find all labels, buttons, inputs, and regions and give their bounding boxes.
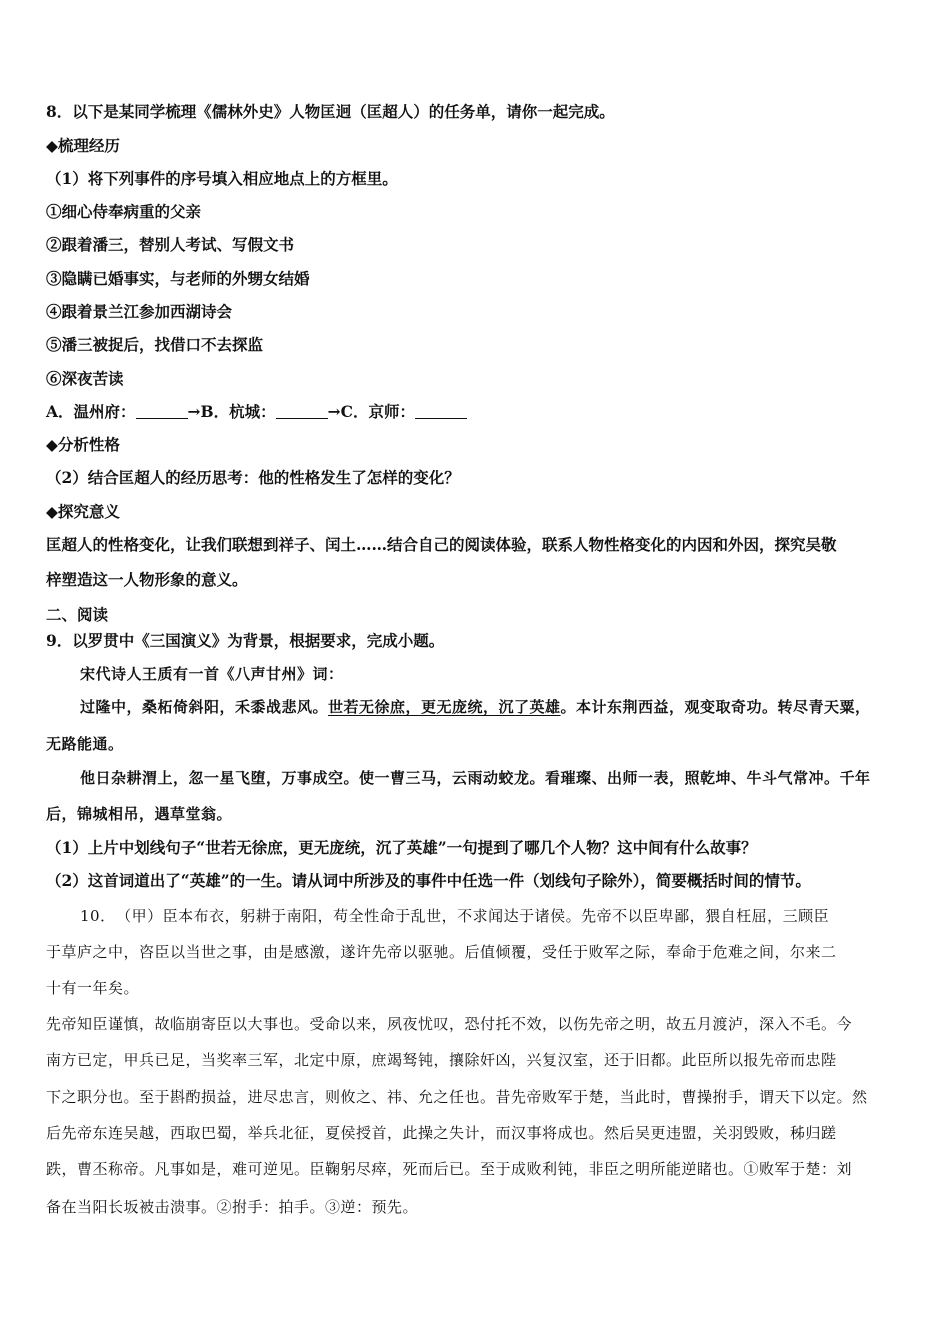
q10-line2: 于草庐之中，咨臣以当世之事，由是感激，遂许先帝以驱驰。后值倾覆，受任于败军之际，奉命于危难之间，尔来二 xyxy=(46,943,837,961)
place-c-label: →C．京师： xyxy=(327,402,415,421)
event-5: ⑤潘三被捉后，找借口不去探监 xyxy=(46,335,264,354)
q9-sub1: （1）上片中划线句子“世若无徐庶，更无庞统，沉了英雄”一句提到了哪几个人物？这中间有什么故事？ xyxy=(46,838,757,857)
q10-line5: 南方已定，甲兵已足，当奖率三军，北定中原，庶竭驽钝，攘除奸凶，兴复汉室，还于旧都。此臣所以报先帝而忠陛 xyxy=(46,1051,837,1069)
event-1: ①细心侍奉病重的父亲 xyxy=(46,202,202,221)
q8-section-sort: ◆梳理经历 xyxy=(46,136,120,155)
places-line xyxy=(46,402,467,422)
poem-p1-underlined: 世若无徐庶，更无庞统，沉了英雄 xyxy=(328,698,561,716)
q9-sub2: （2）这首词道出了“英雄”的一生。请从词中所涉及的事件中任选一件（划线句子除外），简要概括时间的情节。 xyxy=(46,871,811,890)
poem-para2-line2: 后，锦城相吊，遇草堂翁。 xyxy=(46,805,233,823)
event-6: ⑥深夜苦读 xyxy=(46,369,124,388)
poem-p1-pre: 过隆中，桑柘倚斜阳，禾黍战悲风。 xyxy=(80,698,329,716)
part2-heading: 二、阅读 xyxy=(46,605,109,624)
poem-para2-line1: 他日杂耕渭上，忽一星飞堕，万事成空。使一曹三马，云雨动蛟龙。看璀璨、出师一表，照乾坤、牛斗气常冲。千年 xyxy=(80,769,871,787)
q8-section-explore: ◆探究意义 xyxy=(46,502,120,521)
q10-line1: 10． （甲）臣本布衣，躬耕于南阳，苟全性命于乱世，不求闻达于诸侯。先帝不以臣卑鄙，猥自枉屈，三顾臣 xyxy=(80,907,830,925)
poem-para1-line2: 无路能通。 xyxy=(46,735,124,753)
q8-sub2: （2）结合匡超人的经历思考：他的性格发生了怎样的变化？ xyxy=(46,468,460,487)
q8-title: 8．以下是某同学梳理《儒林外史》人物匡迥（匡超人）的任务单，请你一起完成。 xyxy=(46,102,615,121)
event-2: ②跟着潘三，替别人考试、写假文书 xyxy=(46,235,295,254)
q9-title: 9．以罗贯中《三国演义》为背景，根据要求，完成小题。 xyxy=(46,631,445,650)
q8-explore-line2: 梓塑造这一人物形象的意义。 xyxy=(46,570,248,589)
place-b-blank[interactable] xyxy=(276,404,328,419)
poem-para1-line1 xyxy=(80,697,871,717)
place-b-label: →B．杭城： xyxy=(187,402,276,421)
q10-line3: 十有一年矣。 xyxy=(46,979,140,997)
q10-line6: 下之职分也。至于斟酌损益，进尽忠言，则攸之、祎、允之任也。昔先帝败军于楚，当此时，曹操拊手，谓天下以定。然 xyxy=(46,1088,868,1106)
place-a-blank[interactable] xyxy=(136,404,188,419)
event-4: ④跟着景兰江参加西湖诗会 xyxy=(46,302,233,321)
q9-intro: 宋代诗人王质有一首《八声甘州》词： xyxy=(80,665,344,683)
event-3: ③隐瞒已婚事实，与老师的外甥女结婚 xyxy=(46,269,310,288)
poem-p1-post: 。本计东荆西益，观变取奇功。转尽青天粟， xyxy=(560,698,871,716)
q8-explore-line1: 匡超人的性格变化，让我们联想到祥子、闰土……结合自己的阅读体验，联系人物性格变化的内因和外因，探究吴敬 xyxy=(46,535,837,554)
q10-line4: 先帝知臣谨慎，故临崩寄臣以大事也。受命以来，夙夜忧叹，恐付托不效，以伤先帝之明，故五月渡泸，深入不毛。今 xyxy=(46,1015,853,1033)
q8-sub1: （1）将下列事件的序号填入相应地点上的方框里。 xyxy=(46,169,398,188)
q10-line9: 备在当阳长坂被击溃事。②拊手：拍手。③逆：预先。 xyxy=(46,1198,419,1216)
place-c-blank[interactable] xyxy=(415,404,467,419)
q10-line7: 后先帝东连吴越，西取巴蜀，举兵北征，夏侯授首，此操之失计，而汉事将成也。然后吴更违盟，关羽毁败，秭归蹉 xyxy=(46,1124,837,1142)
q10-line8: 跌，曹丕称帝。凡事如是，难可逆见。臣鞠躬尽瘁，死而后已。至于成败利钝，非臣之明所能逆睹也。①败军于楚：刘 xyxy=(46,1160,853,1178)
place-a-label: A．温州府： xyxy=(46,402,136,421)
q8-section-analyze: ◆分析性格 xyxy=(46,435,120,454)
